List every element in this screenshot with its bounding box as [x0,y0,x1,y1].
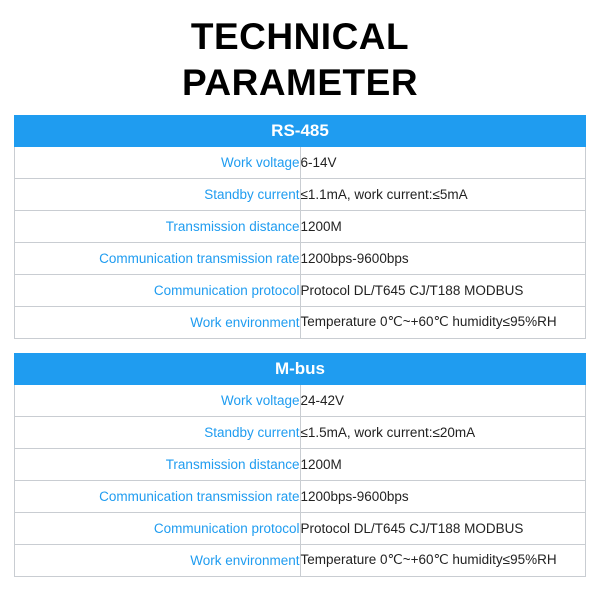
row-value: 1200M [300,448,586,480]
page-title-line-2: PARAMETER [181,62,419,104]
table-row [15,274,586,306]
row-label: Transmission distance [15,210,301,242]
row-label: Standby current [15,178,301,210]
row-value: 1200M [300,210,586,242]
page-title-line-1: TECHNICAL [190,16,410,57]
row-label: Transmission distance [15,448,301,480]
table-row [15,512,586,544]
row-label: Standby current [15,416,301,448]
table-row [15,448,586,480]
spec-table-rs485 [14,115,586,339]
row-value: Protocol DL/T645 CJ/T188 MODBUS [300,512,586,544]
row-value: ≤1.5mA, work current:≤20mA [300,416,586,448]
table-header-mbus: M-bus [15,353,586,384]
table-row [15,306,586,338]
table-row [15,384,586,416]
table-row [15,480,586,512]
row-value: 6-14V [300,146,586,178]
row-label: Work voltage [15,384,301,416]
table-row [15,544,586,576]
row-label: Work environment [15,544,301,576]
row-label: Work voltage [15,146,301,178]
row-label: Communication protocol [15,274,301,306]
table-row [15,242,586,274]
table-row [15,178,586,210]
spec-table-mbus [14,353,586,577]
table-header-row [15,115,586,146]
row-label: Communication protocol [15,512,301,544]
page-title [14,0,586,115]
row-value: ≤1.1mA, work current:≤5mA [300,178,586,210]
row-label: Communication transmission rate [15,242,301,274]
row-value: 24-42V [300,384,586,416]
row-label: Work environment [15,306,301,338]
row-value: Protocol DL/T645 CJ/T188 MODBUS [300,274,586,306]
row-value: 1200bps-9600bps [300,480,586,512]
table-header-rs485: RS-485 [15,115,586,146]
row-label: Communication transmission rate [15,480,301,512]
table-header-row [15,353,586,384]
row-value: Temperature 0℃~+60℃ humidity≤95%RH [300,544,586,576]
table-row [15,210,586,242]
row-value: Temperature 0℃~+60℃ humidity≤95%RH [300,306,586,338]
table-row [15,416,586,448]
table-row [15,146,586,178]
row-value: 1200bps-9600bps [300,242,586,274]
